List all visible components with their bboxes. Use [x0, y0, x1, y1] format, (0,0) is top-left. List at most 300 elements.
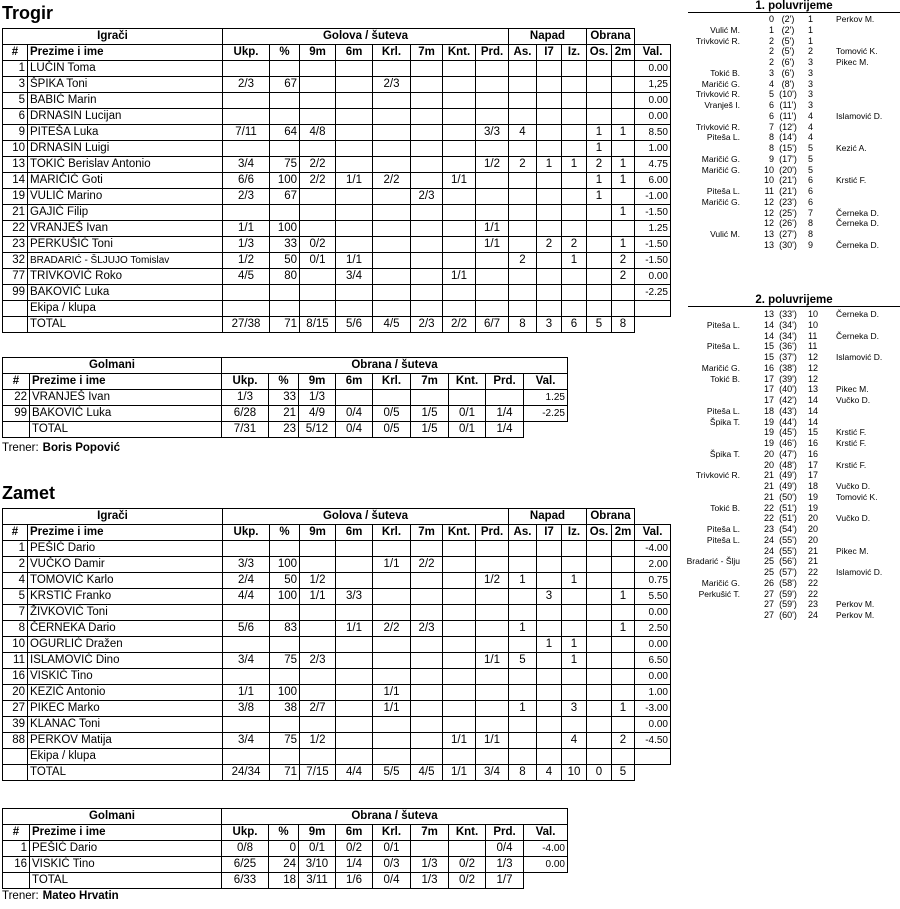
stat-cell: 50	[270, 573, 300, 589]
stat-cell	[476, 669, 509, 685]
score-home: 21	[763, 491, 774, 502]
score-home: 2	[768, 46, 774, 57]
score-home: 12	[763, 207, 774, 218]
stat-cell: 0/1	[373, 841, 411, 857]
stat-cell	[443, 61, 476, 77]
stat-cell: 0/3	[373, 857, 411, 873]
column-header: Krl.	[373, 374, 411, 390]
player-row	[3, 253, 671, 269]
score-away: 8	[808, 218, 814, 229]
score-home: 2	[768, 35, 774, 46]
stat-cell: 75	[270, 733, 300, 749]
stat-cell	[443, 541, 476, 557]
stat-cell	[612, 221, 635, 237]
player-row	[3, 605, 671, 621]
stat-cell: 0.00	[635, 269, 671, 285]
stat-cell	[476, 285, 509, 301]
stat-cell	[443, 701, 476, 717]
player-name: Ekipa / klupa	[28, 301, 223, 317]
stat-cell	[300, 669, 336, 685]
stat-cell	[373, 237, 411, 253]
stat-cell	[411, 301, 443, 317]
player-name: ČERNEKA Dario	[28, 621, 223, 637]
column-header: Prezime i ime	[30, 825, 222, 841]
half1-header: 1. poluvrijeme	[688, 0, 900, 13]
total-cell: 27/38	[223, 317, 270, 333]
minute: (45')	[779, 427, 797, 438]
column-header: 2m	[612, 525, 635, 541]
column-header: 7m	[411, 525, 443, 541]
coach-name: Mateo Hrvatin	[42, 890, 119, 902]
total-cell: 8	[509, 765, 537, 781]
stat-cell: 100	[270, 557, 300, 573]
stat-cell	[476, 637, 509, 653]
stat-cell	[270, 749, 300, 765]
stat-cell: 1/4	[486, 406, 524, 422]
player-row	[3, 237, 671, 253]
stat-cell: 6	[3, 109, 28, 125]
player-row	[3, 189, 671, 205]
total-cell: 1/7	[486, 873, 524, 889]
stat-cell	[562, 557, 587, 573]
stat-cell	[373, 157, 411, 173]
stat-cell	[612, 685, 635, 701]
total-cell: 1/1	[443, 765, 476, 781]
stat-cell: 1/1	[373, 557, 411, 573]
score-home: 22	[763, 502, 774, 513]
stat-cell	[612, 189, 635, 205]
score-home: 17	[763, 395, 774, 405]
stat-cell	[411, 390, 449, 406]
stat-cell	[562, 93, 587, 109]
stat-cell	[300, 541, 336, 557]
score-away: 7	[808, 207, 814, 218]
stat-cell	[300, 301, 336, 317]
stat-cell: 4/8	[300, 125, 336, 141]
stat-cell	[411, 141, 443, 157]
stat-cell: 77	[3, 269, 28, 285]
column-header: Ukp.	[222, 374, 269, 390]
stat-cell	[537, 125, 562, 141]
scorer-home: Piteša L.	[706, 186, 740, 196]
stat-cell: 1.00	[635, 685, 671, 701]
half2-header: 2. poluvrijeme	[688, 294, 900, 307]
stat-cell	[443, 301, 476, 317]
stat-cell: 100	[270, 589, 300, 605]
stat-cell	[223, 669, 270, 685]
stat-cell: 0.00	[635, 637, 671, 653]
stat-cell	[443, 157, 476, 173]
score-away: 9	[808, 239, 814, 250]
stat-cell	[635, 301, 671, 317]
stat-cell: 5	[3, 589, 28, 605]
stat-cell	[509, 589, 537, 605]
stat-cell	[411, 573, 443, 589]
stat-cell	[300, 93, 336, 109]
score-away: 21	[808, 545, 819, 556]
stat-cell	[443, 653, 476, 669]
minute: (55')	[779, 545, 797, 556]
stat-cell	[476, 717, 509, 733]
score-away: 14	[808, 405, 819, 416]
group-saves: Obrana / šuteva	[222, 809, 568, 825]
minute: (51')	[779, 502, 797, 513]
stat-cell	[509, 637, 537, 653]
stat-cell	[373, 125, 411, 141]
column-header: As.	[509, 45, 537, 61]
player-name: VUČKO Damir	[28, 557, 223, 573]
player-name: BABIĆ Marin	[28, 93, 223, 109]
stat-cell	[537, 733, 562, 749]
column-header: Ukp.	[222, 825, 269, 841]
stat-cell	[537, 269, 562, 285]
stat-cell	[373, 589, 411, 605]
minute: (36')	[779, 341, 797, 352]
scorer-home: Maričić G.	[701, 577, 740, 588]
stat-cell	[612, 605, 635, 621]
stat-cell: 99	[3, 285, 28, 301]
minute: (23')	[779, 196, 797, 207]
stat-cell	[537, 701, 562, 717]
goalkeeper-name: PEŠIĆ Dario	[30, 841, 222, 857]
stat-cell: 3/8	[223, 701, 270, 717]
stat-cell: 83	[270, 621, 300, 637]
stat-cell	[587, 557, 612, 573]
stat-cell: -1.00	[635, 189, 671, 205]
stat-cell	[270, 301, 300, 317]
scorer-home: Špika T.	[709, 416, 740, 427]
stat-cell	[373, 253, 411, 269]
scorer-home: Maričić G.	[701, 78, 740, 89]
minute: (57')	[779, 567, 797, 577]
stat-cell	[411, 61, 443, 77]
stat-cell	[300, 285, 336, 301]
column-header: Prd.	[476, 525, 509, 541]
column-header: Ukp.	[223, 45, 270, 61]
stat-cell	[562, 109, 587, 125]
stat-cell: 5.50	[635, 589, 671, 605]
stat-cell: 1/1	[336, 621, 373, 637]
stat-cell: 2	[509, 253, 537, 269]
stat-cell	[537, 173, 562, 189]
player-row	[3, 77, 671, 93]
stat-cell	[3, 749, 28, 765]
score-away: 11	[808, 330, 818, 341]
stat-cell	[336, 77, 373, 93]
stat-cell: 1	[612, 125, 635, 141]
stat-cell: 5	[3, 93, 28, 109]
stat-cell	[509, 221, 537, 237]
scorer-away: Krstić F.	[836, 459, 867, 470]
minute: (11')	[779, 110, 797, 121]
stat-cell	[411, 77, 443, 93]
score-away: 20	[808, 534, 819, 545]
timeline-event	[688, 609, 900, 621]
scorer-home: Maričić G.	[701, 196, 740, 207]
stat-cell	[587, 285, 612, 301]
stat-cell	[270, 637, 300, 653]
stat-cell	[509, 93, 537, 109]
goalkeeper-name: VRANJEŠ Ivan	[30, 390, 222, 406]
player-name: Ekipa / klupa	[28, 749, 223, 765]
stat-cell	[587, 253, 612, 269]
score-home: 27	[763, 588, 774, 599]
stat-cell	[443, 93, 476, 109]
stat-cell: 1	[537, 157, 562, 173]
score-away: 6	[808, 186, 814, 196]
stat-cell: 1/2	[300, 573, 336, 589]
player-row	[3, 637, 671, 653]
stat-cell	[587, 301, 612, 317]
stat-cell: 13	[3, 157, 28, 173]
stat-cell	[373, 573, 411, 589]
column-header: #	[3, 45, 28, 61]
stat-cell	[509, 61, 537, 77]
score-home: 9	[768, 153, 774, 164]
stat-cell	[562, 685, 587, 701]
stat-cell	[336, 390, 373, 406]
total-cell: 2/3	[411, 317, 443, 333]
stat-cell: 2/2	[373, 621, 411, 637]
stat-cell	[509, 301, 537, 317]
stat-cell: 1/3	[223, 237, 270, 253]
stat-cell: 1	[562, 573, 587, 589]
score-home: 24	[763, 534, 774, 545]
stat-cell: 2	[612, 253, 635, 269]
stat-cell	[587, 733, 612, 749]
stat-cell	[509, 269, 537, 285]
gk-total-row	[3, 873, 568, 889]
stat-cell	[270, 541, 300, 557]
stat-cell	[223, 301, 270, 317]
coach-name: Boris Popović	[42, 442, 120, 454]
scorer-away: Pikec M.	[836, 57, 869, 67]
stat-cell	[537, 189, 562, 205]
column-header: %	[269, 374, 299, 390]
score-home: 19	[763, 427, 774, 438]
stat-cell: 0/2	[449, 857, 486, 873]
stat-cell	[537, 205, 562, 221]
total-label: TOTAL	[30, 873, 222, 889]
stat-cell	[443, 285, 476, 301]
score-away: 1	[808, 14, 814, 24]
column-header: I7	[537, 525, 562, 541]
stat-cell	[612, 301, 635, 317]
scorer-home: Piteša L.	[706, 524, 740, 534]
stat-cell: 6/28	[222, 406, 269, 422]
minute: (6')	[781, 57, 795, 67]
stat-cell: 64	[270, 125, 300, 141]
scorer-home: Maričić G.	[701, 153, 740, 164]
stat-cell: 4/4	[223, 589, 270, 605]
total-cell: 18	[269, 873, 299, 889]
stat-cell: 2	[537, 237, 562, 253]
stat-cell: 1/1	[336, 173, 373, 189]
stat-cell: 2.00	[635, 557, 671, 573]
column-header: 9m	[299, 825, 336, 841]
stat-cell	[373, 390, 411, 406]
stat-cell	[537, 749, 562, 765]
score-away: 14	[808, 395, 819, 405]
stat-cell: 3/3	[223, 557, 270, 573]
stat-cell: -1.50	[635, 253, 671, 269]
stat-cell	[562, 749, 587, 765]
score-away: 3	[808, 89, 814, 100]
stat-cell: 27	[3, 701, 28, 717]
group-header-row	[3, 509, 671, 525]
stat-cell	[509, 669, 537, 685]
total-cell	[3, 422, 30, 438]
column-header: As.	[509, 525, 537, 541]
scorer-away: Krstić F.	[836, 175, 867, 186]
scorer-away: Černeka D.	[836, 309, 879, 319]
stat-cell: 1.25	[524, 390, 568, 406]
total-cell: 0/2	[449, 873, 486, 889]
score-away: 11	[808, 341, 818, 352]
score-home: 20	[763, 448, 774, 459]
minute: (21')	[779, 186, 797, 196]
stat-cell	[612, 541, 635, 557]
player-row	[3, 301, 671, 317]
stat-cell	[476, 589, 509, 605]
minute: (5')	[781, 46, 795, 57]
column-header: Prezime i ime	[28, 525, 223, 541]
stat-cell: -2.25	[524, 406, 568, 422]
stat-cell	[443, 685, 476, 701]
stat-cell	[443, 749, 476, 765]
stat-cell: 0.00	[635, 605, 671, 621]
stat-cell	[336, 93, 373, 109]
stat-cell: 3/3	[336, 589, 373, 605]
total-cell: 1/4	[486, 422, 524, 438]
score-home: 10	[763, 175, 774, 186]
stat-cell	[411, 285, 443, 301]
stat-cell	[270, 109, 300, 125]
total-cell: 8/15	[300, 317, 336, 333]
column-header: 9m	[300, 45, 336, 61]
total-label: TOTAL	[28, 317, 223, 333]
players-table	[2, 508, 671, 781]
stat-cell: 1/1	[336, 253, 373, 269]
player-row	[3, 157, 671, 173]
player-row	[3, 557, 671, 573]
stat-cell: 5/6	[223, 621, 270, 637]
total-cell: 0/4	[373, 873, 411, 889]
score-home: 15	[763, 341, 774, 352]
stat-cell	[449, 841, 486, 857]
column-header: Krl.	[373, 525, 411, 541]
stat-cell: -1.50	[635, 237, 671, 253]
stat-cell	[223, 717, 270, 733]
player-row	[3, 141, 671, 157]
stat-cell: 39	[3, 717, 28, 733]
stat-cell	[537, 669, 562, 685]
minute: (42')	[779, 395, 797, 405]
stat-cell	[509, 189, 537, 205]
scorer-away: Tomović K.	[836, 491, 878, 502]
stat-cell: 2/3	[223, 189, 270, 205]
stat-cell	[587, 621, 612, 637]
minute: (11')	[779, 100, 797, 110]
column-header: Val.	[524, 825, 568, 841]
stat-cell: 1/1	[443, 269, 476, 285]
stat-cell	[537, 605, 562, 621]
stat-cell	[509, 77, 537, 93]
player-row	[3, 733, 671, 749]
score-away: 16	[808, 448, 819, 459]
scorer-home: Vranješ I.	[704, 100, 740, 110]
total-cell: 1/3	[411, 873, 449, 889]
stat-cell: 4.75	[635, 157, 671, 173]
player-row	[3, 61, 671, 77]
player-name: MARIČIĆ Goti	[28, 173, 223, 189]
stat-cell	[373, 301, 411, 317]
stat-cell	[476, 541, 509, 557]
player-name: DRNASIN Lucijan	[28, 109, 223, 125]
scorer-away: Vučko D.	[836, 513, 871, 524]
stat-cell	[443, 221, 476, 237]
stat-cell	[270, 205, 300, 221]
stat-cell: 6.00	[635, 173, 671, 189]
total-cell: 5	[587, 317, 612, 333]
total-cell	[524, 873, 568, 889]
stat-cell	[336, 221, 373, 237]
stat-cell: 21	[3, 205, 28, 221]
column-header: Knt.	[443, 525, 476, 541]
score-home: 1	[768, 24, 774, 35]
scorer-away: Černeka D.	[836, 239, 879, 250]
total-cell: 2/2	[443, 317, 476, 333]
group-goals: Golova / šuteva	[223, 29, 509, 45]
column-header: Knt.	[443, 45, 476, 61]
stat-cell	[223, 61, 270, 77]
stat-cell	[270, 717, 300, 733]
stat-cell	[537, 653, 562, 669]
score-away: 23	[808, 599, 819, 610]
stat-cell: 0/8	[222, 841, 269, 857]
stat-cell	[300, 205, 336, 221]
stat-cell	[443, 237, 476, 253]
stat-cell	[373, 205, 411, 221]
stat-cell: 2	[587, 157, 612, 173]
stat-cell	[411, 173, 443, 189]
total-cell: 71	[270, 765, 300, 781]
stat-cell: -1.50	[635, 205, 671, 221]
stat-cell	[373, 717, 411, 733]
minute: (30')	[779, 239, 797, 250]
stat-cell	[373, 669, 411, 685]
coach	[2, 442, 120, 454]
score-away: 21	[808, 556, 819, 567]
minute: (2')	[781, 14, 795, 24]
player-name: PEŠIĆ Dario	[28, 541, 223, 557]
score-away: 15	[808, 427, 819, 438]
minute: (5')	[781, 35, 795, 46]
player-row	[3, 621, 671, 637]
stat-cell: 1/4	[336, 857, 373, 873]
score-home: 7	[768, 121, 774, 132]
score-away: 14	[808, 416, 819, 427]
stat-cell	[373, 141, 411, 157]
stat-cell: 1/1	[443, 733, 476, 749]
stat-cell	[612, 557, 635, 573]
score-home: 23	[763, 524, 774, 534]
stat-cell: 2	[3, 557, 28, 573]
player-row	[3, 125, 671, 141]
column-header: Iz.	[562, 525, 587, 541]
scorer-home: Piteša L.	[706, 341, 740, 352]
scorer-away: Perkov M.	[836, 599, 875, 610]
